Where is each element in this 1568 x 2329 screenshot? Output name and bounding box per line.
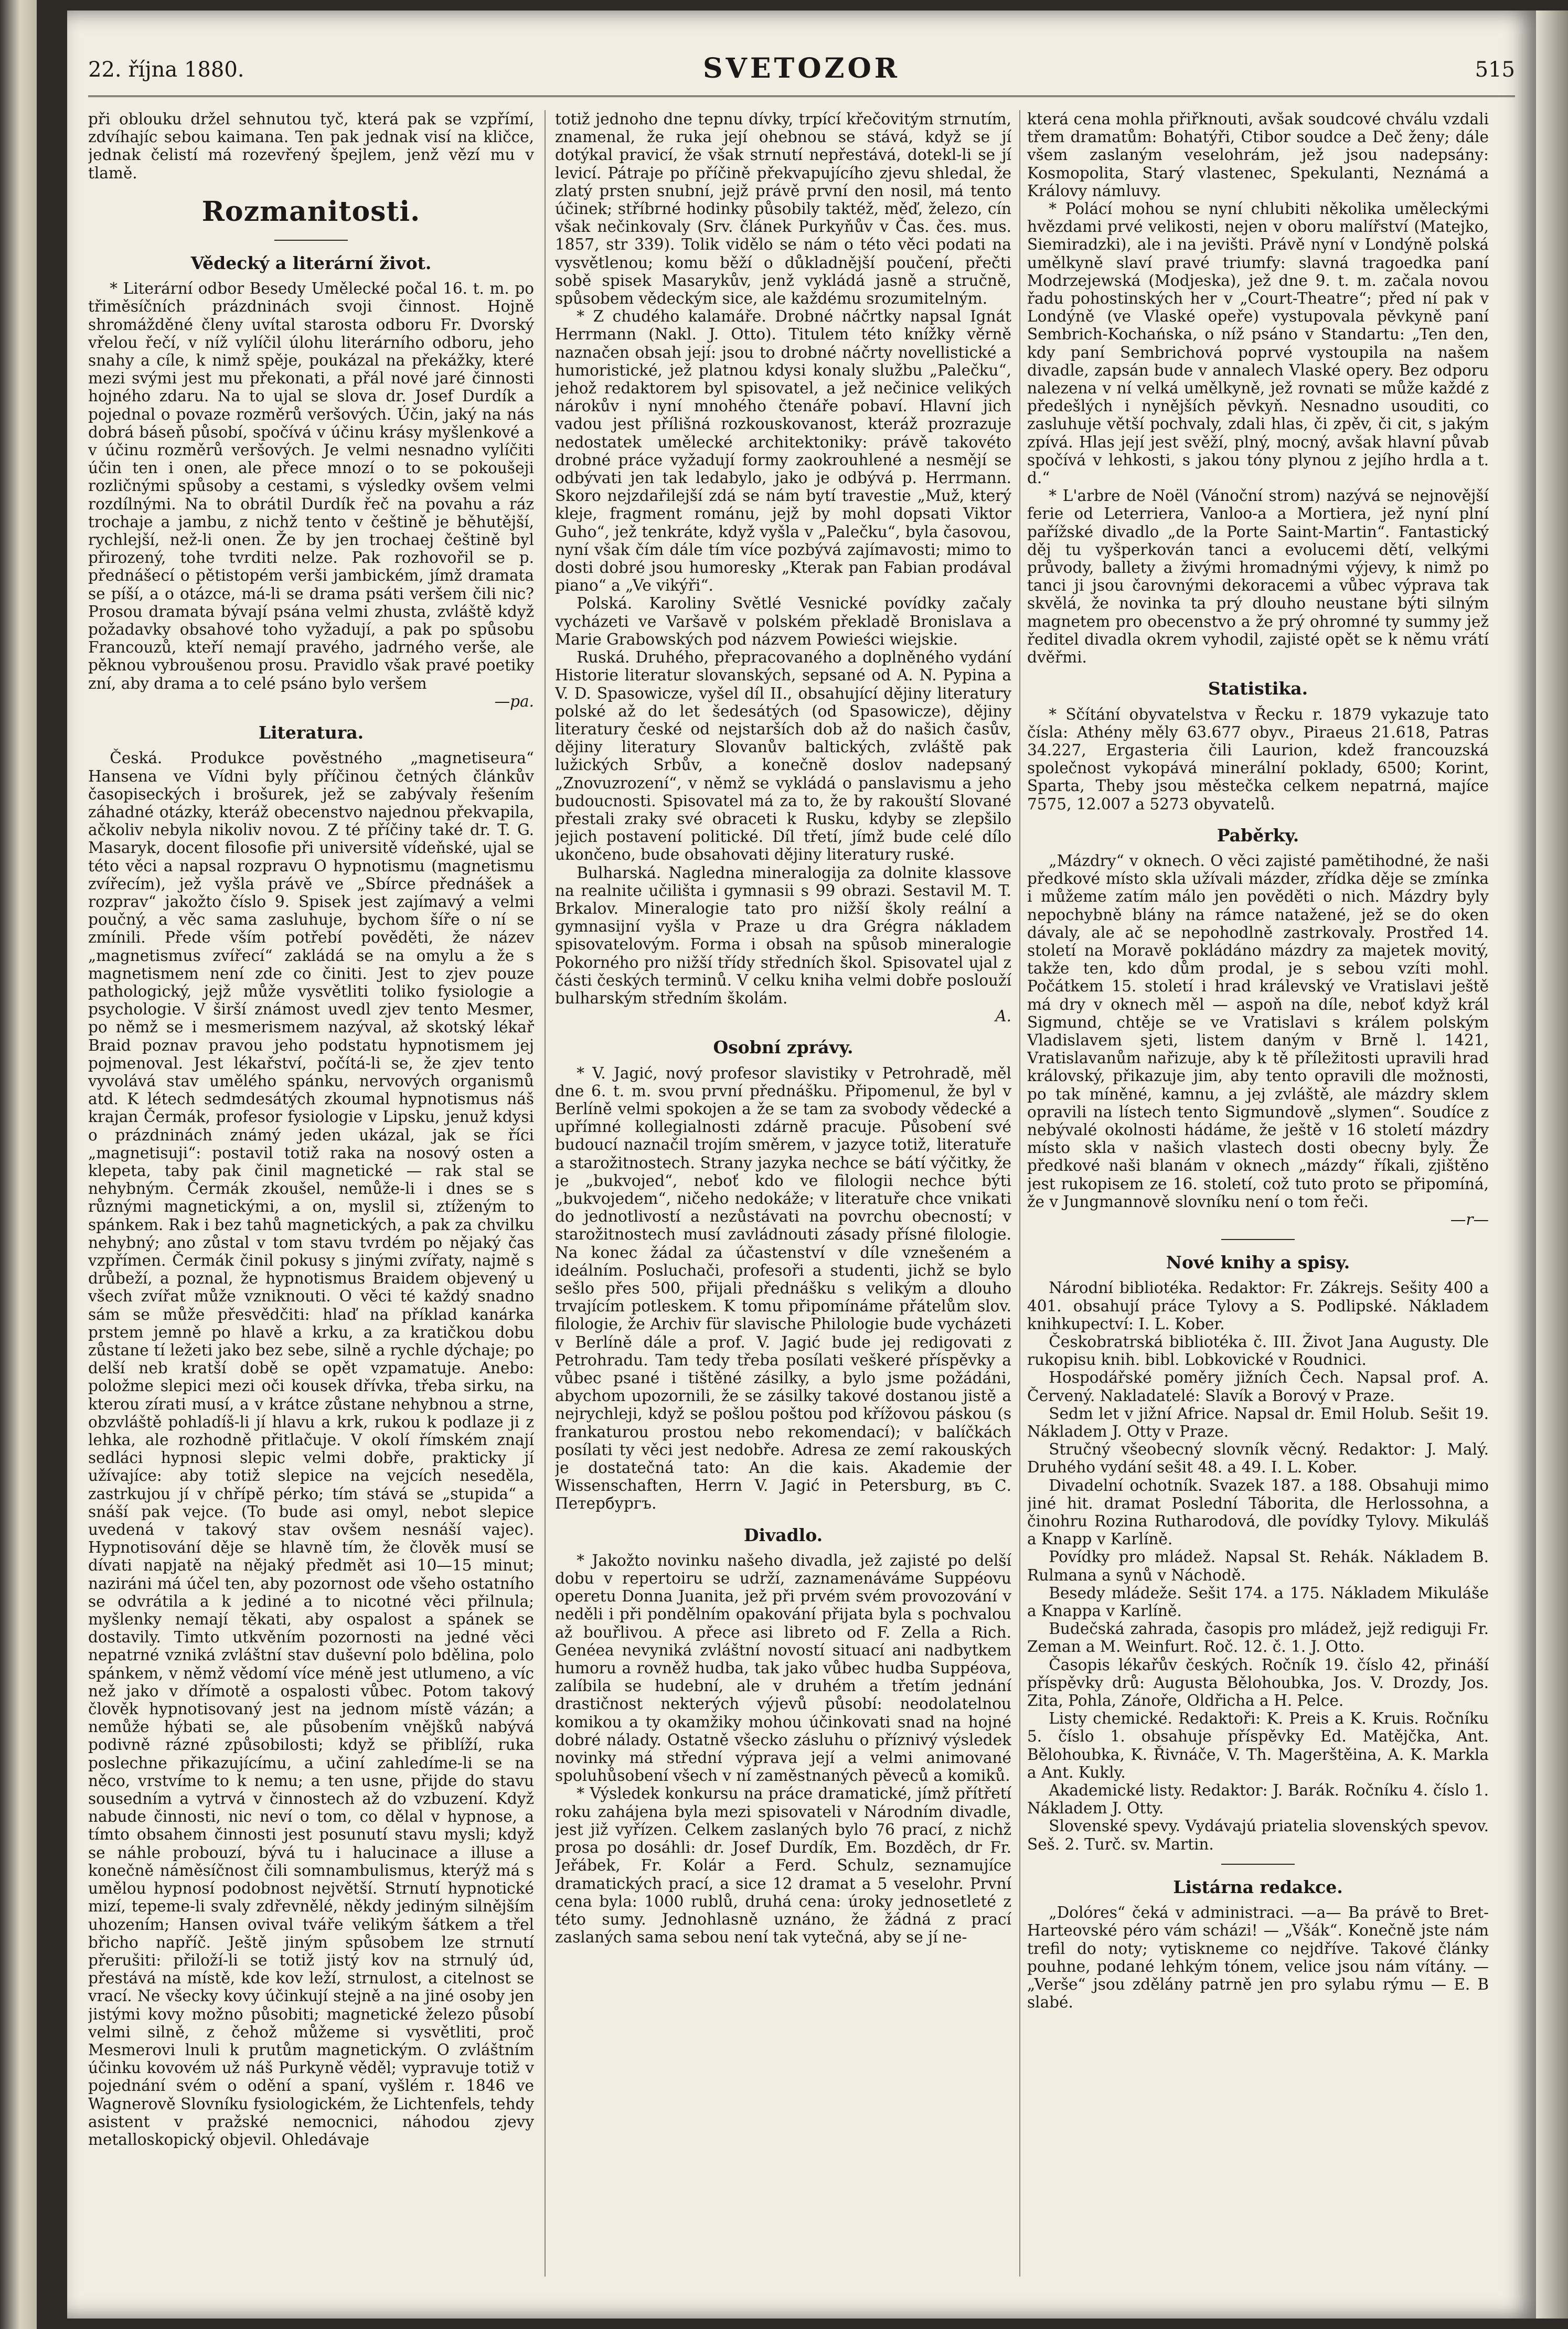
- signature: A.: [995, 1007, 1011, 1025]
- paragraph: Bulharská. Nagledna mineralogija za dolnite klassove na realnite učilišta i gymnasii s 99 obrazi. Sestavil M. T. Brkalov. Mineralogie tato pro nižší školy reální a gymnasijní vyšla v Praze u dra Grégra nákladem spisovatelovým. Forma i obsah na spůsob mineralogie Pokorného pro nižší třídy středních škol. Spisovatel ujal z části českých terminů. V celku kniha velmi dobře poslouží bulharským středním školám.: [555, 863, 1011, 1007]
- book-entry: Hospodářské poměry jižních Čech. Napsal prof. A. Červený. Nakladatelé: Slavík a Borový v Praze.: [1027, 1369, 1489, 1405]
- page-fore-edge: [1536, 10, 1568, 2319]
- book-entry: Stručný všeobecný slovník věcný. Redaktor: J. Malý. Druhého vydání sešit 48. a 49. I. L. Kober.: [1027, 1440, 1489, 1477]
- column-divider: [1019, 110, 1020, 2277]
- book-entry: Divadelní ochotník. Svazek 187. a 188. Obsahuji mimo jiné hit. dramat Poslední Táborita, dle Herlossohna, a činohru Rozina Rutharodová, dle povídky Tylovy. Mikuláš a Knapp v Karlíně.: [1027, 1476, 1489, 1548]
- column-1: [88, 110, 534, 2282]
- header-rule: [88, 95, 1515, 97]
- book-entry: Akademické listy. Redaktor: J. Barák. Ročníku 4. číslo 1. Nákladem J. Otty.: [1027, 1781, 1489, 1818]
- paragraph: * Jakožto novinku našeho divadla, jež zajisté po delší dobu v repertoiru se udrží, zaznamenáváme Suppéovu operetu Donna Juanita, jež při prvém svém provozování v neděli i při pondělním opakování přijata byla s pochvalou až bouřlivou. A přece asi libreto od F. Zella a Rich. Genéea nevyniká zvláštní novostí situací ani nadbytkem humoru a rovněž hudba, tak jako vůbec hudba Suppéova, zalíbila se hudební, ale v druhém a třetím jednání drastičnost nekterých výjevů působí: neodolatelnou komikou a ty okamžiky mohou účinkovati snad na hojné dobré nálady. Ostatně všecko zásluhu o příznivý výsledek novinky má střední výprava její a velmi animované spoluhůsobení všech v ní zaměstnaných pěveců a komiků.: [555, 1551, 1011, 1785]
- book-entry: Besedy mládeže. Sešit 174. a 175. Nákladem Mikuláše a Knappa v Karlíně.: [1027, 1584, 1489, 1620]
- paragraph: * Polácí mohou se nyní chlubiti několika uměleckými hvězdami prvé velikosti, nejen v oboru malířství (Matejko, Siemiradzki), ale i na jevišti. Právě nyní v Londýně polská umělkyně slaví pravé triumfy: slavná tragoedka paní Modrzejewská (Modjeska), jež dne 9. t. m. začala novou řadu pohostinských her v „Court-Theatre“; před ní pak v Londýně (ve Vlaské opeře) vystupovala pěvkyně paní Sembrich-Kochańska, o níž psáno v Standartu: „Ten den, kdy paní Sembrichová poprvé vystoupila na našem divadle, zapsán bude v annalech Vlaské opery. Bez odporu nalezena v ní velká umělkyně, jež rovnati se může každé z předešlých i nynějších pěvkyň. Nesnadno usouditi, co zasluhuje větší pochvaly, zdali hlas, či zpěv, či cit, s jakým zpívá. Hlas její jest svěží, plný, mocný, avšak hlavní půvab spočívá v lehkosti, s jakou tóny plynou z jejího hrdla a t. d.“: [1027, 200, 1489, 487]
- paragraph: „Mázdry“ v oknech. O věci zajisté pamětihodné, že naši předkové místo skla užívali mázder, zřídka děje se zmínka i můžeme zatím málo jen pověděti o nich. Mázdry byly nepochybně blány na rámce natažené, jež se do oken dávaly, ale ač se nepohodlně zastrkovaly. Prostřed 14. století na Moravě pokládáno mázdry za majetek movitý, takže ten, kdo dům prodal, je s sebou vzíti mohl. Počátkem 15. století i hrad králevský ve Vratislavi ještě má dry v oknech měl — aspoň na díle, neboť když král Sigmund, chtěje se ve Vratislavi s králem polským Vladislavem sjeti, listem daným v Brně l. 1421, Vratislavanům nařizuje, aby k tě příležitosti upravili hrad královský, přikazuje jim, aby tento opravili dle možnosti, po tak míněné, kamnu, a jej zvláště, ale mázdry sklem opravili na lístech tento Sigmundově „slymen“. Soudíce z nebývalé okolnosti hádáme, že ještě v 16 století mázdry místo skla v našich vlastech dosti obecny byly. Že předkové naši blanám v oknech „mázdy“ říkali, zjištěno jest rukopisem ze 16. století, což tuto proto se připomíná, že v Jungmannově slovníku není o tom řeči.: [1027, 851, 1489, 1211]
- issue-date: 22. října 1880.: [88, 58, 244, 82]
- column-divider: [545, 110, 546, 2277]
- subheading-paberky: Paběrky.: [1217, 825, 1299, 846]
- subheading-literatura: Literatura.: [258, 722, 364, 743]
- subheading-osobni-zpravy: Osobní zprávy.: [713, 1037, 854, 1058]
- book-entry: Sedm let v jižní Africe. Napsal dr. Emil Holub. Sešit 19. Nákladem J. Otty v Praze.: [1027, 1404, 1489, 1441]
- signature: —r—: [1450, 1210, 1489, 1228]
- paragraph: Polská. Karoliny Světlé Vesnické povídky začaly vycházeti ve Varšavě v polském překladě Bronislava a Marie Grabowských pod názvem Powieści wiejskie.: [555, 594, 1011, 648]
- masthead: [88, 47, 1515, 91]
- book-entry: Listy chemické. Redaktoři: K. Preis a K. Kruis. Ročníku 5. číslo 1. obsahuje příspěvky Ed. Matějčka, Ant. Bělohoubka, K. Řivnáče, V. Th. Magerštěina, A. K. Markla a Ant. Kukly.: [1027, 1710, 1489, 1781]
- book-entry: Časopis lékařův českých. Ročník 19. číslo 42, přináší příspěvky drů: Augusta Bělohoubka, Jos. V. Drozdy, Jos. Zita, Pohla, Zánoře, Oldřicha a H. Pelce.: [1027, 1655, 1489, 1710]
- subheading-divadlo: Divadlo.: [743, 1524, 823, 1545]
- divider: [1221, 1239, 1295, 1240]
- divider: [274, 240, 348, 241]
- facing-page-edge: [0, 0, 37, 2329]
- column-3: [1027, 110, 1489, 2282]
- section-heading-rozmanitosti: Rozmanitosti.: [201, 195, 421, 228]
- subheading-statistika: Statistika.: [1208, 678, 1308, 699]
- paragraph: * Výsledek konkursu na práce dramatické, jímž přítřetí roku zahájena byla mezi spisovateli v Národním divadle, jest již vyřízen. Celkem zaslaných bylo 76 prací, z nichž prosa po dosáhli: dr. Josef Durdík, Em. Bozděch, dr Fr. Jeřábek, Fr. Kolár a Ferd. Schulz, seznamujíce dramatických prací, a sice 12 dramat a 5 veselohr. První cena byla: 1000 rublů, druhá cena: úroky jednosetleté z této sumy. Jednohlasně uznáno, že žádná z prací zaslaných sama sebou není tak vytečná, aby se jí ne-: [555, 1785, 1011, 1947]
- book-entry: Budečská zahrada, časopis pro mládež, jejž rediguji Fr. Zeman a M. Weinfurt. Roč. 12. č. 1. J. Otto.: [1027, 1620, 1489, 1656]
- paragraph: * V. Jagić, nový profesor slavistiky v Petrohradě, měl dne 6. t. m. svou první přednášku. Připomenul, že byl v Berlíně velmi spokojen a že se tam za svobody vědecké a upřímné kollegialnosti zdárně pracuje. Působení své budoucí naznačil trojím směrem, v jazyce totiž, literatuře a starožitnostech. Strany jazyka nechce se bátí výčitky, že je „bukvojed“, neboť kdo ve filologii nechce býti „bukvojedem“, ničeho nedokáže; v literatuře chce vnikati do jednotlivostí a nezůstávati na povrchu obecností; v starožitnostech musí zavládnouti zásady přísné filologie. Na konec žádal za účastenství v díle vznešeném a ideálním. Posluchači, profesoři a studenti, jichž se bylo sešlo přes 500, přijali přednášku s velikým a dlouho trvajícím potleskem. K tomu připomínáme přátelům slov. filologie, že Archiv für slavische Philologie bude vycházeti v Berlíně dále a prof. V. Jagić bude jej redigovati z Petrohradu. Tam tedy třeba posílati veškeré příspěvky a vůbec psané i tištěné zásilky, a bylo jsme požádáni, abychom upozornili, že se zásilky takové dostanou jistě a nejrychleji, když se pošlou poštou pod křížovou páskou (s frankaturou prostou nebo rekomendací); v balíčkách posílati ty věci jest nedobře. Adresa ze zemí rakouských je dostatečná tato: An die kais. Akademie der Wissenschaften, Herrn V. Jagić in Petersburg, въ С. Петербургъ.: [555, 1064, 1011, 1513]
- page-number: 515: [1475, 58, 1515, 82]
- subheading-listarna-redakce: Listárna redakce.: [1173, 1876, 1343, 1897]
- book-entry: Povídky pro mládež. Napsal St. Rehák. Nákladem B. Rulmana a synů v Náchodě.: [1027, 1548, 1489, 1584]
- paragraph: * Z chudého kalamáře. Drobné náčrtky napsal Ignát Herrmann (Nakl. J. Otto). Titulem této knížky věrně naznačen obsah její: jsou to drobné náčrty novellistické a humoristické, jež platnou kdysi konaly službu „Palečku“, jehož redaktorem byl spisovatel, a jež nečinice velikých nárokův i nyní mnohého čtenáře pobaví. Hlavní jich vadou jest přílišná rozkouskovanost, kteráž prozrazuje nedostatek umělecké architektoniky: právě takovéto drobné práce vyžadují formy zaokrouhlené a nesmějí se odbývati jen tak ledabylo, jako je odbývá p. Herrmann. Skoro nejzdařilejší zdá se nám bytí travestie „Muž, který kleje, fragment románu, jejž by mohl dopsati Viktor Guho“, jež tenkráte, když vyšla v „Palečku“, byla časovou, nyní však čím dále tím více pozbývá zajímavosti; mimo to dosti dobré jsou humoresky „Kterak pan Fabian prodával piano“ a „Ve vikýři“.: [555, 307, 1011, 595]
- subheading-vedecky-zivot: Vědecký a literární život.: [190, 253, 432, 274]
- signature: —pa.: [494, 692, 534, 710]
- divider: [1221, 1864, 1295, 1865]
- paragraph: Česká. Produkce pověstného „magnetiseura“ Hansena ve Vídni byly příčinou četných článkův časopiseckých i brošurek, jež se zabývaly řešením záhadné otázky, kteráž obecenstvo najednou překvapila, ačkoliv nebyla nikoliv novou. Z té příčiny také dr. T. G. Masaryk, docent filosofie při universitě vídeňské, ujal se této věci a napsal rozpravu O hypnotismu (magnetismu zvířecím), jež vyšla právě ve „Sbírce přednášek a rozprav“ jakožto číslo 9. Spisek jest zajímavý a velmi poučný, a věc sama zasluhuje, bychom šíře o ní se zmínili. Přede vším potřebí pověděti, že název „magnetismus zvířecí“ zakládá se na omylu a že s magnetismem není zde co činiti. Jest to zjev pouze pathologický, jejž může vysvětliti toliko fysiologie a psychologie. V širší známost uvedl zjev tento Mesmer, po němž se i mesmerismem nazýval, až skotský lékař Braid poznav pravou jeho podstatu hypnotismem jej pojmenoval. Jest lékařství, počítá-li se, že zjev tento vyvolává stav umělého spánku, nervových organismů atd. K létech sedmdesátých zkoumal hypnotismus náš krajan Čermák, profesor fysiologie v Lipsku, jenuž kdysi o prázdninách známý jeden ukázal, jak se říci „magnetisuji“: postavil totiž raka na nosový osten a klepeta, taby pak činil magnetické — rak stal se nehybným. Čermák zkoušel, nemůže-li i dnes se s různými magnetickými, a on, myslil si, ztíženým to spánkem. Rak i bez tahů magnetických, a pak za chvilku nehybný; ano zůstal v tom stavu tvrdém po nějaký čas vzpřímen. Čermák činil pokusy s jinými zvířaty, najmě s drůbeží, a poznal, že hypnotismus Braidem objevený u všech zvířat může vzniknouti. O věci té každý snadno sám se může přesvědčiti: hlaď na příklad kanárka prstem jemně po hlavě a krku, a za kratičkou dobu zůstane tí ležeti jako bez sebe, silně a rychle dýchaje; po delší neb kratší době se opět vzpamatuje. Anebo: položme slepici mezi oči kousek dřívka, třeba sirku, na kterou zírati musí, a v krátce zůstane nehybnou a strne, obzvláště pohladíš-li jí hlavu a krk, rukou k podlaze ji z lehka, ale rozhodně přitlačuje. V okolí římském znají sedláci hypnosi slepic velmi dobře, prakticky jí užívajíce: aby totiž slepice na vejcích neseděla, zastrkujou jí v chřípě pérko; tím stává se „stupida“ a snáší pak vejce. (To bude asi omyl, nebot slepice uvedená v takový stav ovšem nesnáší vajec). Hypnotisování děje se hlavně tím, že člověk musí se dívati napjatě na nějaký předmět asi 10—15 minut; naziráni má účel ten, aby pozornost ode všeho ostatního se odvrátila a k jediné a to nicotné věci přilnula; myšlenky nemají těkati, aby ospalost a spánek se dostavily. Timto utkvěním pozornosti na jedné věci nepatrné vzniká zvláštní stav duševní polo bdělina, polo spánkem, v němž vědomí více méně jest utlumeno, a víc než jako v dřímotě a ospalosti vůbec. Potom takový člověk hypnotisovaný jest na jednom místě vázán; a nemůže hýbati se, ale působením vnějšků nabývá podivně rázné způsobilosti; když se přiblíží, ruka poslechne přikazujícímu, a učiní zahledíme-li se na něco, vrstvíme to k nemu; a ten usne, přijde do stavu sousedním a vytrvá v činnostech až do vzbuzení. Když nabude činnosti, nic neví o tom, co dělal v hypnose, a tímto obsahem činnosti jest posunutí stavu mysli; když se náhle probouzí, bývá tu i halucinace a illuse a konečně náměsíčnost čili somnambulismus, kterýž má s umělou hypnosí podobnost největší. Strnutí hypnotické mizí, tepeme-li svaly zdřevnělé, někdy jediným silnějším uhozením; Hansen ovival tváře velikým šátkem a třel břicho napříč. Ještě jiným spůsobem lze strnutí přerušiti: přiloží-li se totiž jistý kov na strnulý úd, přestává na místě, kde kov leží, strnulost, a citelnost se vrací. Ne všecky kovy účinkují stejně a na jiné osoby jen jistými kovy možno působiti; magnetické železo působí velmi silně, z čehož můžeme si vysvětliti, proč Mesmerovi lnuli k prutům magnetickým. O zvláštním účinku kovovém už náš Purkyně věděl; vypravuje totiž v pojednání svém o odění a spaní, vyšlém r. 1846 ve Wagnerově Slovníku fysiologickém, že Lichtenfels, tehdy asistent v pražské nemocnici, náhodou zjevy metalloskopický objevil. Ohledávaje: [88, 749, 534, 2149]
- paragraph: „Dolóres“ čeká v administraci. —a— Ba právě to Bret-Harteovské péro vám scházi! — „Všák“. Konečně jste nám trefil do noty; vytiskneme co nejdříve. Takové články pouhne, podané lehkým tónem, velice jsou nám vítány. — „Verše“ jsou zdělány patrně jen pro sylabu rýmu — E. B slabé.: [1027, 1904, 1489, 2012]
- newspaper-page: [67, 10, 1536, 2319]
- journal-title: SVETOZOR: [703, 52, 900, 84]
- paragraph: * Sčítání obyvatelstva v Řecku r. 1879 vykazuje tato čísla: Athény měly 63.677 obyv., Piraeus 21.618, Patras 34.227, Ergasteria čili Laurion, kdež francouzská společnost vykopává minerální poklady, 6500; Korint, Sparta, Theby jsou městečka celkem nepatrná, majíce 7575, 12.007 a 5273 obyvatelů.: [1027, 705, 1489, 813]
- book-entry: Slovenské spevy. Vydávajú priatelia slovenských spevov. Seš. 2. Turč. sv. Martin.: [1027, 1817, 1489, 1853]
- column-2: [555, 110, 1011, 2282]
- paragraph: Ruská. Druhého, přepracovaného a doplněného vydání Historie literatur slovanských, sepsané od A. N. Pypina a V. D. Spasowicze, vyšel díl II., obsahující dějiny literatury polské až do let šedesátých (od Spasowicze), dějiny literatury české od nejstarších dob až do našich časův, dějiny literatury Slovanův baltických, zvláště pak lužických Srbův, a konečně doslov nadepsaný „Znovuzrození“, v němž se vykládá o panslavismu a jeho budoucnosti. Spisovatel má za to, že by rakouští Slované přestali zraky své obraceti k Rusku, kdyby se zlepšilo jejich postavení politické. Díl třetí, jímž bude celé dílo ukončeno, bude obsahovati dějiny literatury ruské.: [555, 648, 1011, 864]
- book-entry: Národní bibliotéka. Redaktor: Fr. Zákrejs. Sešity 400 a 401. obsahují práce Tylovy a S. Podlipské. Nákladem knihkupectví: I. L. Kober.: [1027, 1279, 1489, 1333]
- subheading-nove-knihy: Nové knihy a spisy.: [1166, 1252, 1350, 1273]
- paragraph: totiž jednoho dne tepnu dívky, trpící křečovitým strnutím, znamenal, že ruka její ohebnou se stává, když se jí dotýkal pravicí, že však strnutí nepřestává, dotekl-li se jí levicí. Pátraje po příčině překvapujícího zjevu shledal, že zlatý prsten snubní, jejž právě první den nosil, má tento účinek; stříbrné hodinky působily taktéž, měď, železo, cín však nečinkovaly (Srv. článek Purkyňův v Čas. čes. mus. 1857, str 339). Tolik vidělo se nám o této věci podati na vysvětlenou; komu běží o důkladnější poučení, přečti sobě spisek Masarykův, jenž vykládá jasně a stručně, spůsobem vědeckým sice, ale každému srozumitelným.: [555, 110, 1011, 308]
- article-continuation: při oblouku držel sehnutou tyč, která pak se vzpřímí, zdvíhajíc sebou kaimana. Ten pak jednak visí na kličce, jednak čelistí má rozevřený špejlem, jenž vězí mu v tlamě.: [88, 110, 534, 182]
- book-entry: Českobratrská bibliotéka č. III. Život Jana Augusty. Dle rukopisu knih. bibl. Lobkovické v Roudnici.: [1027, 1333, 1489, 1369]
- paragraph: která cena mohla přiřknouti, avšak soudcové chválu vzdali třem dramatům: Bohatýři, Ctibor soudce a Deč ženy; dále všem zaslaným veselohrám, jež jsou nadepsány: Kosmopolita, Starý vlastenec, Spekulanti, Neznámá a Královy námluvy.: [1027, 110, 1489, 200]
- paragraph: * Literární odbor Besedy Umělecké počal 16. t. m. po třiměsíčních prázdninách svoji činnost. Hojně shromážděné členy uvítal starosta odboru Fr. Dvorský vřelou řečí, v níž vylíčil úlohu literárního odboru, jeho snahy a cíle, k nimž spěje, poukázal na překážky, které mezi svými jest mu překonati, a přál nové jaré činnosti hojného zdaru. Na to ujal se slova dr. Josef Durdík a pojednal o povaze rozměrů veršových. Účin, jaký na nás dobrá báseň působí, spočívá v účinu krásy myšlenkové a v účinu rozměrů veršových. Je velmi nesnadno vylíčiti účin ten i onen, ale přece mnozí o to se pokoušeji rozličnými spůsoby a cestami, s výsledky ovšem velmi rozdílnými. Na to obrátil Durdík řeč na povahu a ráz trochaje a jambu, z nichž tento v češtině je běhutější, rychlejší, než-li onen. Že by jen trochaej češtině byl přirozený, tohe tvrditi nelze. Pak rozhovořil se p. přednášecí o pětistopém verši jambickém, jímž dramata se píší, a o otázce, má-li se drama psáti veršem čili nic? Prosou dramata bývají psána velmi zhusta, zvláště když požadavky obsahové toho vyžadují, a pak po spůsobu Francouzů, kteří nemají pravého, jadrného verše, ale pěknou vybroušenou prosu. Pravidlo však pravé poetiky zní, aby drama a to celé psáno bylo veršem: [88, 280, 534, 692]
- paragraph: * L'arbre de Noël (Vánoční strom) nazývá se nejnovější ferie od Leterriera, Vanloo-a a Mortiera, jež nyní plní pařížské divadlo „de la Porte Saint-Martin“. Fantastický děj tu vyšperkován tanci a evolucemi dětí, velkými průvody, ballety a živými hromadnými výjevy, k nimž po tanci ji jsou čarovnými dekoracemi a vůbec výprava tak skvělá, že novinka ta prý dlouho neustane býti silným magnetem pro obecenstvo a že prý ohromné ty summy jež ředitel divadla okrem vyhodil, zajisté opět se k němu vrátí dvěřmi.: [1027, 487, 1489, 667]
